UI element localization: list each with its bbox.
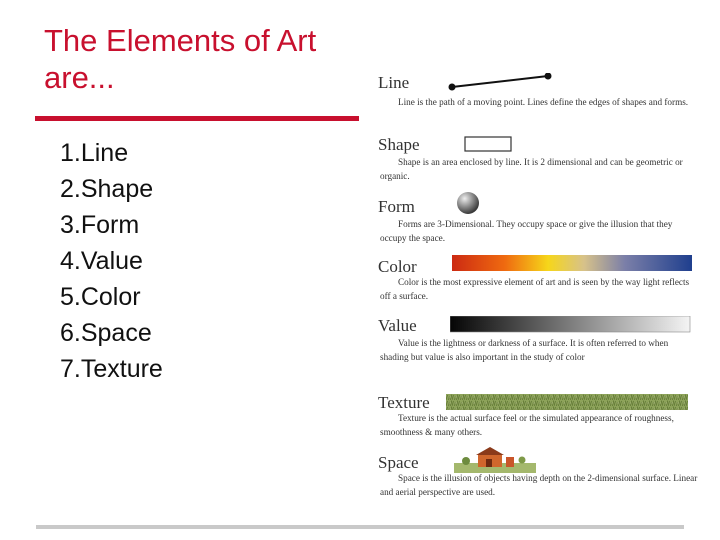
elements-reference-image <box>370 65 710 513</box>
shape-heading: Shape <box>378 135 420 154</box>
element-form <box>378 195 703 250</box>
shape-description: Shape is an area enclosed by line. It is 2 dimensional and can be geometric or organic. <box>380 157 683 181</box>
line-heading: Line <box>378 73 410 92</box>
value-gradient-illustration <box>450 316 694 334</box>
list-item: 6.Space <box>60 319 152 347</box>
element-color <box>378 255 703 310</box>
texture-heading: Texture <box>378 393 430 412</box>
element-texture <box>378 393 703 448</box>
sphere-illustration <box>456 191 482 217</box>
value-heading: Value <box>378 316 417 335</box>
shape-rectangle-illustration <box>464 136 514 154</box>
color-spectrum-illustration <box>452 255 696 273</box>
element-shape <box>378 135 703 190</box>
list-item: 2.Shape <box>60 175 154 203</box>
element-value <box>378 316 703 386</box>
element-space <box>378 453 703 508</box>
bottom-divider <box>36 525 684 529</box>
grass-texture-illustration <box>446 394 691 411</box>
list-item: 3.Form <box>60 211 140 239</box>
space-heading: Space <box>378 453 419 472</box>
element-line <box>378 73 703 128</box>
slide-title <box>44 22 384 96</box>
color-description: Color is the most expressive element of art and is seen by the way light reflects off a surface. <box>380 277 690 301</box>
title-underline <box>35 116 359 121</box>
slide-title-line-1: The Elements of Art <box>44 23 317 58</box>
line-description: Line is the path of a moving point. Lines define the edges of shapes and forms. <box>398 97 689 107</box>
texture-description: Texture is the actual surface feel or the simulated appearance of roughness, smoothness & many others. <box>380 413 674 437</box>
space-description: Space is the illusion of objects having depth on the 2-dimensional surface. Linear and aerial perspective are used. <box>380 473 698 497</box>
list-item: 4.Value <box>60 247 143 275</box>
slide-title-line-2: are... <box>44 60 115 95</box>
elements-list <box>60 135 163 387</box>
line-illustration <box>448 73 558 95</box>
form-heading: Form <box>378 197 415 216</box>
list-item: 7.Texture <box>60 355 163 383</box>
color-heading: Color <box>378 257 417 276</box>
list-item: 1.Line <box>60 139 129 167</box>
value-description: Value is the lightness or darkness of a surface. It is often referred to when shading but value is also important in the study of color <box>380 338 669 362</box>
house-landscape-illustration <box>454 445 536 473</box>
list-item: 5.Color <box>60 283 141 311</box>
form-description: Forms are 3-Dimensional. They occupy space or give the illusion that they occupy the space. <box>380 219 673 243</box>
